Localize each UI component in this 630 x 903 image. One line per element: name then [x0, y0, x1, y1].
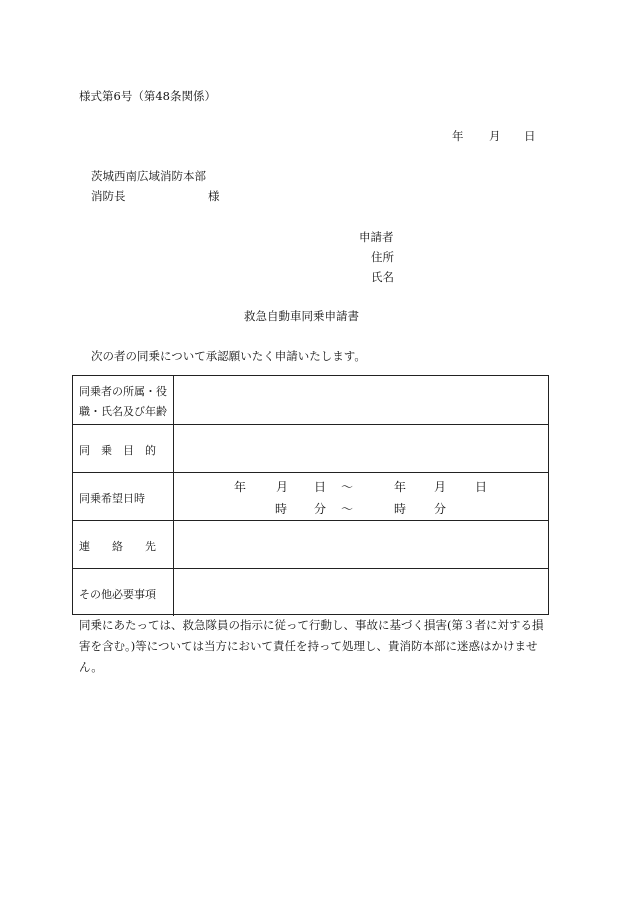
row-label: 同 乗 目 的 — [79, 444, 156, 457]
row-label-cell — [73, 425, 174, 472]
form-number: 様式第6号（第48条関係） — [79, 89, 216, 103]
from-year: 年 — [234, 480, 247, 494]
to-year: 年 — [394, 480, 407, 494]
application-table — [72, 375, 549, 615]
footer-line: 同乗にあたっては、救急隊員の指示に従って行動し、事故に基づく損害(第３者に対する損 — [79, 618, 544, 632]
addressee-honorific: 様 — [208, 189, 220, 203]
address-label: 住所 — [371, 250, 394, 264]
row-label-cell — [73, 376, 174, 424]
time-range-tilde: ～ — [341, 502, 354, 516]
document-title: 救急自動車同乗申請書 — [244, 309, 359, 323]
table-row-purpose — [73, 424, 548, 472]
from-hour: 時 — [275, 502, 288, 516]
footer-line: 害を含む。)等については当方において責任を持って処理し、貴消防本部に迷惑はかけませ — [79, 639, 538, 653]
intro-text: 次の者の同乗について承認願いたく申請いたします。 — [91, 349, 366, 363]
date-day: 日 — [524, 129, 536, 143]
row-label-cell — [73, 569, 174, 616]
row-label: その他必要事項 — [79, 588, 156, 601]
to-hour: 時 — [394, 502, 407, 516]
row-label-line2: 職・氏名及び年齢 — [79, 405, 167, 418]
to-month: 月 — [434, 480, 447, 494]
applicant-label: 申請者 — [359, 230, 394, 244]
addressee-title: 消防長 — [91, 189, 126, 203]
date-year: 年 — [452, 129, 464, 143]
from-minute: 分 — [314, 502, 327, 516]
table-row-datetime — [73, 472, 548, 520]
row-label-cell — [73, 521, 174, 568]
table-row-contact — [73, 520, 548, 568]
from-month: 月 — [276, 480, 289, 494]
table-row-other — [73, 568, 548, 616]
row-label: 連 絡 先 — [79, 540, 156, 553]
date-month: 月 — [489, 129, 501, 143]
from-day: 日 — [314, 480, 327, 494]
row-label-line1: 同乗者の所属・役 — [79, 385, 167, 398]
addressee-organization: 茨城西南広域消防本部 — [91, 169, 206, 183]
range-tilde: ～ — [341, 480, 354, 494]
footer-note — [79, 615, 554, 678]
row-label-cell — [73, 473, 174, 520]
table-row-companion-info — [73, 376, 548, 424]
name-label: 氏名 — [371, 270, 394, 284]
to-day: 日 — [475, 480, 488, 494]
row-label: 同乗希望日時 — [79, 492, 145, 505]
to-minute: 分 — [434, 502, 447, 516]
footer-line: ん。 — [79, 660, 103, 674]
